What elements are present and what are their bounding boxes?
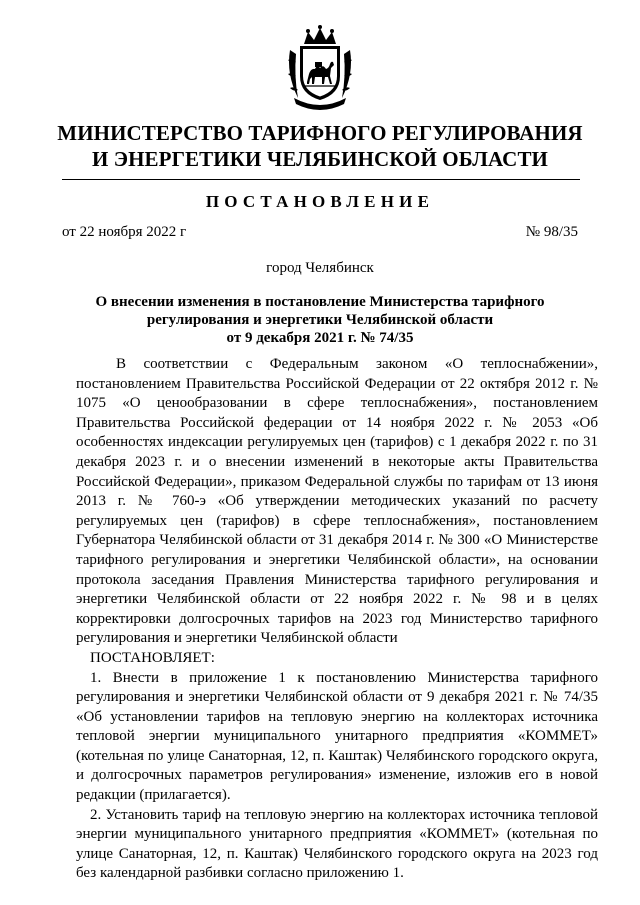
preamble-paragraph: В соответствии с Федеральным законом «О теплоснабжении», постановлением Правительства Российской Федерации от 22 октября 2012 г. № 1075 «О ценообразовании в сфере теплоснабжения», постановлением Правительства Российской федерации от 14 ноября 2022 г. № 2053 «Об особенностях индексации регулируемых цен (тарифов) с 1 декабря 2022 г. по 31 декабря 2023 г. и о внесении изменений в некоторые акты Правительства Российской Федерации», приказом Федеральной службы по тарифам от 13 июня 2013 г. № 760-э «Об утверждении методических указаний по расчету регулируемых цен (тарифов) в сфере теплоснабжения», постановлением Губернатора Челябинской области от 31 декабря 2014 г. № 300 «О Министерстве тарифного регулирования и энергетики Челябинской области», на основании протокола заседания Правления Министерства тарифного регулирования и энергетики Челябинской области от 22 ноября 2022 г. № 98 и в целях корректировки долгосрочных тарифов на 2023 год Министерство тарифного регулирования и энергетики Челябинской области xyxy=(76,356,598,647)
ministry-name-line-2: И ЭНЕРГЕТИКИ ЧЕЛЯБИНСКОЙ ОБЛАСТИ xyxy=(92,147,548,171)
document-city: город Челябинск xyxy=(266,260,374,276)
header-divider xyxy=(62,179,580,180)
resolves-heading: ПОСТАНОВЛЯЕТ: xyxy=(90,649,215,666)
coat-of-arms-icon xyxy=(284,24,356,110)
document-title-line-3: от 9 декабря 2021 г. № 74/35 xyxy=(226,330,414,346)
document-title xyxy=(80,293,560,347)
ministry-name-line-1: МИНИСТЕРСТВО ТАРИФНОГО РЕГУЛИРОВАНИЯ xyxy=(57,121,583,145)
item-1-paragraph: 1. Внести в приложение 1 к постановлению Министерства тарифного регулирования и энергетики Челябинской области от 9 декабря 2021 г. № 74/35 «Об установлении тарифов на тепловую энергию на коллекторах источника тепловой энергии муниципального унитарного предприятия «КОММЕТ» (котельная по улице Санаторная, 12, п. Каштак) Челябинского городского округа, и долгосрочных параметров регулирования» изменение, изложив его в новой редакции (прилагается). xyxy=(76,669,598,804)
document-date: от 22 ноября 2022 г xyxy=(62,224,187,240)
document-body xyxy=(76,355,598,884)
ministry-name xyxy=(40,120,600,172)
document-number: № 98/35 xyxy=(525,224,578,240)
document-title-line-2: регулирования и энергетики Челябинской области xyxy=(146,312,494,328)
item-2-paragraph: 2. Установить тариф на тепловую энергию на коллекторах источника тепловой энергии муниципального унитарного предприятия «КОММЕТ» (котельная по улице Санаторная, 12, п. Каштак) Челябинского городского округа на 2023 год без календарной разбивки согласно приложению 1. xyxy=(76,806,598,882)
document-type: ПОСТАНОВЛЕНИЕ xyxy=(205,192,435,211)
document-title-line-1: О внесении изменения в постановление Министерства тарифного xyxy=(95,294,545,310)
